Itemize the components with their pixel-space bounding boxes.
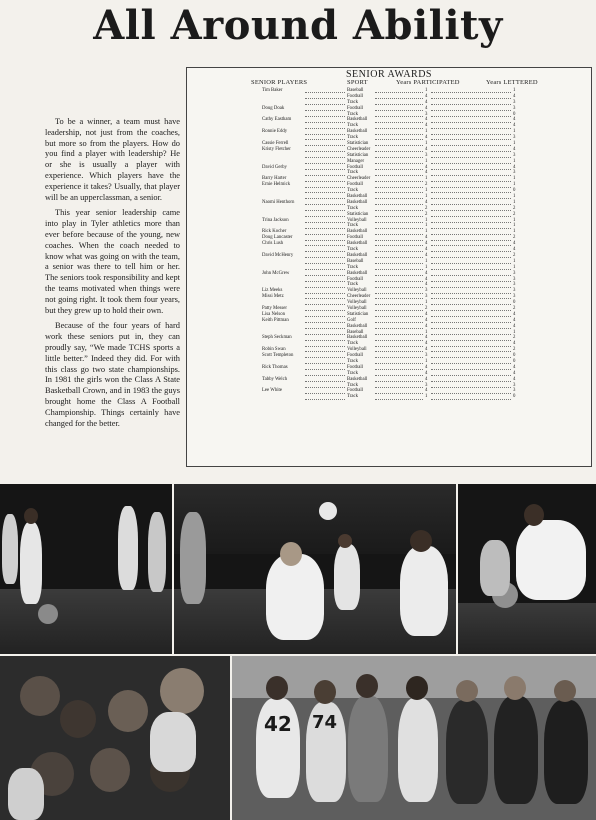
years-participated-cell: 1 — [425, 264, 428, 270]
years-participated-cell: 1 — [425, 88, 428, 93]
years-participated-cell: 1 — [425, 258, 428, 264]
intro-paragraph: To be a winner, a team must have leadership, not just from the coaches, but more so from the players. How do you find a player with leadership? He or she is usually a player with experience. Which players have the experience it takes? Usually, that player will be an upperclassman, a senior. — [45, 117, 180, 202]
sport-cell: Basketball — [347, 117, 368, 123]
years-lettered-cell: 4 — [513, 376, 516, 382]
years-lettered-cell: 4 — [513, 341, 516, 347]
years-lettered-cell: 1 — [513, 141, 516, 147]
player-name: David McHenry — [262, 252, 294, 258]
years-lettered-cell: 1 — [513, 158, 516, 164]
years-participated-cell: 4 — [425, 247, 428, 253]
years-participated-cell: 4 — [425, 135, 428, 141]
years-lettered-cell: 2 — [513, 335, 516, 341]
player-name: Lisa Nelson — [262, 311, 286, 317]
years-lettered-cell: 1 — [513, 217, 516, 223]
years-lettered-cell: 4 — [513, 123, 516, 129]
years-lettered-cell: 0 — [513, 188, 516, 194]
years-lettered-cell: 4 — [513, 323, 516, 329]
years-lettered-cell: 2 — [513, 252, 516, 258]
photo-football-team-group — [232, 656, 596, 820]
years-participated-cell: 4 — [425, 335, 428, 341]
years-participated-cell: 4 — [425, 241, 428, 247]
senior-awards-table — [186, 67, 592, 467]
jersey-number: 42 — [264, 712, 292, 736]
sport-cell: Basketball — [347, 229, 368, 235]
years-lettered-cell: 1 — [513, 194, 516, 200]
player-name: Liz Meeks — [262, 288, 283, 294]
years-participated-cell: 1 — [425, 158, 428, 164]
years-participated-cell: 3 — [425, 152, 428, 158]
years-lettered-cell: 3 — [513, 276, 516, 282]
years-lettered-cell: 1 — [513, 129, 516, 135]
sport-cell: Track — [347, 382, 359, 388]
player-name: Steph Seckman — [262, 335, 292, 341]
years-lettered-cell: 0 — [513, 394, 516, 400]
years-participated-cell: 4 — [425, 376, 428, 382]
sport-cell: Track — [347, 394, 359, 400]
years-participated-cell: 4 — [425, 341, 428, 347]
years-participated-cell: 4 — [425, 276, 428, 282]
player-name: Cathy Eastham — [262, 117, 292, 123]
years-participated-cell: 4 — [425, 317, 428, 323]
sport-cell: Track — [347, 188, 359, 194]
years-participated-cell: 1 — [425, 217, 428, 223]
sport-cell: Football — [347, 353, 363, 359]
leader-dots — [375, 399, 423, 400]
player-name: Naomi Henthorn — [262, 199, 295, 205]
sport-cell: Track — [347, 264, 359, 270]
years-lettered-cell: 3 — [513, 270, 516, 276]
sport-cell: Basketball — [347, 323, 368, 329]
sport-cell: Baseball — [347, 329, 364, 335]
years-participated-cell: 1 — [425, 329, 428, 335]
years-participated-cell: 4 — [425, 146, 428, 152]
years-lettered-cell: 1 — [513, 176, 516, 182]
sport-cell: Baseball — [347, 258, 364, 264]
years-participated-cell: 1 — [425, 394, 428, 400]
years-lettered-cell: 4 — [513, 364, 516, 370]
sport-cell: Track — [347, 341, 359, 347]
player-name: Tim Baker — [262, 88, 283, 93]
years-lettered-cell: 4 — [513, 241, 516, 247]
intro-article — [45, 117, 180, 429]
jersey-number: 74 — [312, 712, 338, 733]
leader-dots — [431, 399, 511, 400]
years-lettered-cell: 0 — [513, 111, 516, 117]
years-participated-cell: 4 — [425, 199, 428, 205]
years-participated-cell: 3 — [425, 353, 428, 359]
sport-cell: Volleyball — [347, 300, 367, 306]
years-participated-cell: 3 — [425, 288, 428, 294]
sport-cell: Volleyball — [347, 305, 367, 311]
player-name: Robin Swan — [262, 347, 286, 353]
player-name: Trina Jackson — [262, 217, 289, 223]
player-name: Tabby Welch — [262, 376, 288, 382]
years-lettered-cell: 2 — [513, 235, 516, 241]
years-lettered-cell: 4 — [513, 164, 516, 170]
years-participated-cell: 4 — [425, 235, 428, 241]
intro-paragraph: This year senior leadership came into play in Tyler athletics more than ever before because of the young, new coaches. When the coach needed to know what was going on with the team, a senior was there to tell him or her. The seniors took responsibility and kept the teams motivated when things were not going right. It took them four years, but they grew up to hold their own. — [45, 208, 180, 315]
sport-cell: Football — [347, 388, 363, 394]
years-participated-cell: 1 — [425, 176, 428, 182]
sport-cell: Football — [347, 164, 363, 170]
years-participated-cell: 4 — [425, 99, 428, 105]
years-participated-cell: 4 — [425, 347, 428, 353]
sport-cell: Volleyball — [347, 217, 367, 223]
years-lettered-cell: 3 — [513, 170, 516, 176]
sport-cell: Football — [347, 182, 363, 188]
sport-cell: Manager — [347, 158, 365, 164]
photo-girls-basketball-left — [0, 484, 172, 654]
years-participated-cell: 1 — [425, 300, 428, 306]
sport-cell: Track — [347, 123, 359, 129]
player-name: Chris Lush — [262, 241, 284, 247]
years-lettered-cell: 0 — [513, 353, 516, 359]
header-sport: SPORT — [347, 79, 368, 86]
player-name: Cassie Ferrell — [262, 141, 289, 147]
sport-cell: Track — [347, 223, 359, 229]
sport-cell: Statistician — [347, 141, 369, 147]
years-participated-cell: 4 — [425, 170, 428, 176]
player-name: Patty Messer — [262, 305, 287, 311]
intro-paragraph: Because of the four years of hard work these seniors put in, they can proudly say, “We made TCHS sports a little better.” Indeed they did. For with this class go two state championships. In 1981 the girls won the Class A State Basketball Crown, and in 1983 the guys brought home the Class A Football Championship. Things certainly have changed for the better. — [45, 321, 180, 428]
years-participated-cell: 1 — [425, 141, 428, 147]
years-participated-cell: 4 — [425, 364, 428, 370]
sport-cell: Football — [347, 276, 363, 282]
years-lettered-cell: 3 — [513, 152, 516, 158]
sport-cell: Football — [347, 364, 363, 370]
sport-cell: Track — [347, 205, 359, 211]
awards-rows — [187, 88, 591, 400]
years-participated-cell: 4 — [425, 123, 428, 129]
player-name: Doug Lancaster — [262, 235, 293, 241]
sport-cell: Cheerleader — [347, 294, 371, 300]
years-participated-cell: 4 — [425, 323, 428, 329]
sport-cell: Track — [347, 282, 359, 288]
years-lettered-cell: 3 — [513, 282, 516, 288]
sport-cell: Volleyball — [347, 347, 367, 353]
player-name: Ernie Helmick — [262, 182, 291, 188]
years-lettered-cell: 1 — [513, 229, 516, 235]
years-lettered-cell: 4 — [513, 146, 516, 152]
sport-cell: Football — [347, 105, 363, 111]
years-lettered-cell: 3 — [513, 382, 516, 388]
years-lettered-cell: 1 — [513, 258, 516, 264]
years-participated-cell: 4 — [425, 282, 428, 288]
photo-team-huddle — [0, 656, 230, 820]
leader-dots — [305, 399, 345, 400]
years-lettered-cell: 0 — [513, 358, 516, 364]
years-lettered-cell: 2 — [513, 205, 516, 211]
sport-cell: Cheerleader — [347, 176, 371, 182]
years-lettered-cell: 2 — [513, 305, 516, 311]
sport-cell: Baseball — [347, 88, 364, 93]
years-lettered-cell: 4 — [513, 317, 516, 323]
header-senior-players: SENIOR PLAYERS — [251, 79, 308, 86]
table-row — [187, 394, 591, 400]
header-years-participated: Years PARTICIPATED — [396, 79, 460, 86]
player-name: Kristy Fletcher — [262, 146, 291, 152]
years-participated-cell: 2 — [425, 182, 428, 188]
player-name: Barry Harter — [262, 176, 287, 182]
years-participated-cell: 4 — [425, 388, 428, 394]
years-lettered-cell: 3 — [513, 135, 516, 141]
header-years-lettered: Years LETTERED — [486, 79, 538, 86]
player-name: Rick Thomas — [262, 364, 288, 370]
years-lettered-cell: 0 — [513, 300, 516, 306]
years-participated-cell: 3 — [425, 294, 428, 300]
player-name: Doug Doak — [262, 105, 285, 111]
sport-cell: Statistician — [347, 311, 369, 317]
player-name: Keith Pittman — [262, 317, 289, 323]
sport-cell: Basketball — [347, 270, 368, 276]
page-title: All Around Ability — [93, 2, 503, 49]
years-lettered-cell: 1 — [513, 223, 516, 229]
player-name: Lee White — [262, 388, 283, 394]
sport-cell: Track — [347, 111, 359, 117]
years-lettered-cell: 2 — [513, 211, 516, 217]
years-lettered-cell: 1 — [513, 182, 516, 188]
sport-cell: Statistician — [347, 211, 369, 217]
sport-cell: Football — [347, 235, 363, 241]
sport-cell: Cheerleader — [347, 146, 371, 152]
years-lettered-cell: 1 — [513, 88, 516, 93]
years-lettered-cell: 3 — [513, 105, 516, 111]
years-participated-cell: 1 — [425, 223, 428, 229]
sport-cell: Golf — [347, 317, 356, 323]
years-participated-cell: 1 — [425, 129, 428, 135]
years-participated-cell: 4 — [425, 252, 428, 258]
player-name: Scott Templeton — [262, 353, 294, 359]
years-participated-cell: 4 — [425, 270, 428, 276]
sport-cell: Track — [347, 370, 359, 376]
years-participated-cell: 3 — [425, 382, 428, 388]
sport-cell: Football — [347, 93, 363, 99]
years-participated-cell: 2 — [425, 211, 428, 217]
sport-cell: Basketball — [347, 252, 368, 258]
sport-cell: Basketball — [347, 194, 368, 200]
sport-cell: Basketball — [347, 376, 368, 382]
years-participated-cell: 4 — [425, 311, 428, 317]
sport-cell: Volleyball — [347, 288, 367, 294]
years-lettered-cell: 2 — [513, 347, 516, 353]
sport-cell: Track — [347, 170, 359, 176]
player-name: Ronnie Eddy — [262, 129, 288, 135]
photo-basketball-center — [174, 484, 456, 654]
player-name: David Gerby — [262, 164, 287, 170]
years-lettered-cell: 3 — [513, 288, 516, 294]
sport-cell: Track — [347, 135, 359, 141]
years-lettered-cell: 4 — [513, 247, 516, 253]
sport-cell: Basketball — [347, 335, 368, 341]
sport-cell: Basketball — [347, 129, 368, 135]
years-participated-cell: 4 — [425, 105, 428, 111]
sport-cell: Track — [347, 99, 359, 105]
years-participated-cell: 4 — [425, 93, 428, 99]
sport-cell: Basketball — [347, 199, 368, 205]
sport-cell: Statistician — [347, 152, 369, 158]
years-lettered-cell: 3 — [513, 294, 516, 300]
years-participated-cell: 1 — [425, 358, 428, 364]
player-name: Missi Metz — [262, 294, 284, 300]
years-lettered-cell: 1 — [513, 264, 516, 270]
years-lettered-cell: 4 — [513, 370, 516, 376]
years-participated-cell: 3 — [425, 111, 428, 117]
years-participated-cell: 2 — [425, 205, 428, 211]
years-lettered-cell: 3 — [513, 99, 516, 105]
years-lettered-cell: 4 — [513, 311, 516, 317]
sport-cell: Track — [347, 247, 359, 253]
years-lettered-cell: 4 — [513, 117, 516, 123]
years-participated-cell: 4 — [425, 370, 428, 376]
years-lettered-cell: 3 — [513, 388, 516, 394]
years-lettered-cell: 1 — [513, 329, 516, 335]
player-name: John McGrew — [262, 270, 290, 276]
player-name: Rick Kocher — [262, 229, 287, 235]
years-lettered-cell: 1 — [513, 199, 516, 205]
years-participated-cell: 4 — [425, 117, 428, 123]
sport-cell: Basketball — [347, 241, 368, 247]
years-participated-cell: 4 — [425, 164, 428, 170]
years-participated-cell: 1 — [425, 229, 428, 235]
sport-cell: Track — [347, 358, 359, 364]
awards-title: SENIOR AWARDS — [346, 69, 432, 80]
years-participated-cell: 2 — [425, 305, 428, 311]
photo-basketball-right — [458, 484, 596, 654]
years-lettered-cell: 4 — [513, 93, 516, 99]
years-participated-cell: 1 — [425, 188, 428, 194]
years-participated-cell: 1 — [425, 194, 428, 200]
